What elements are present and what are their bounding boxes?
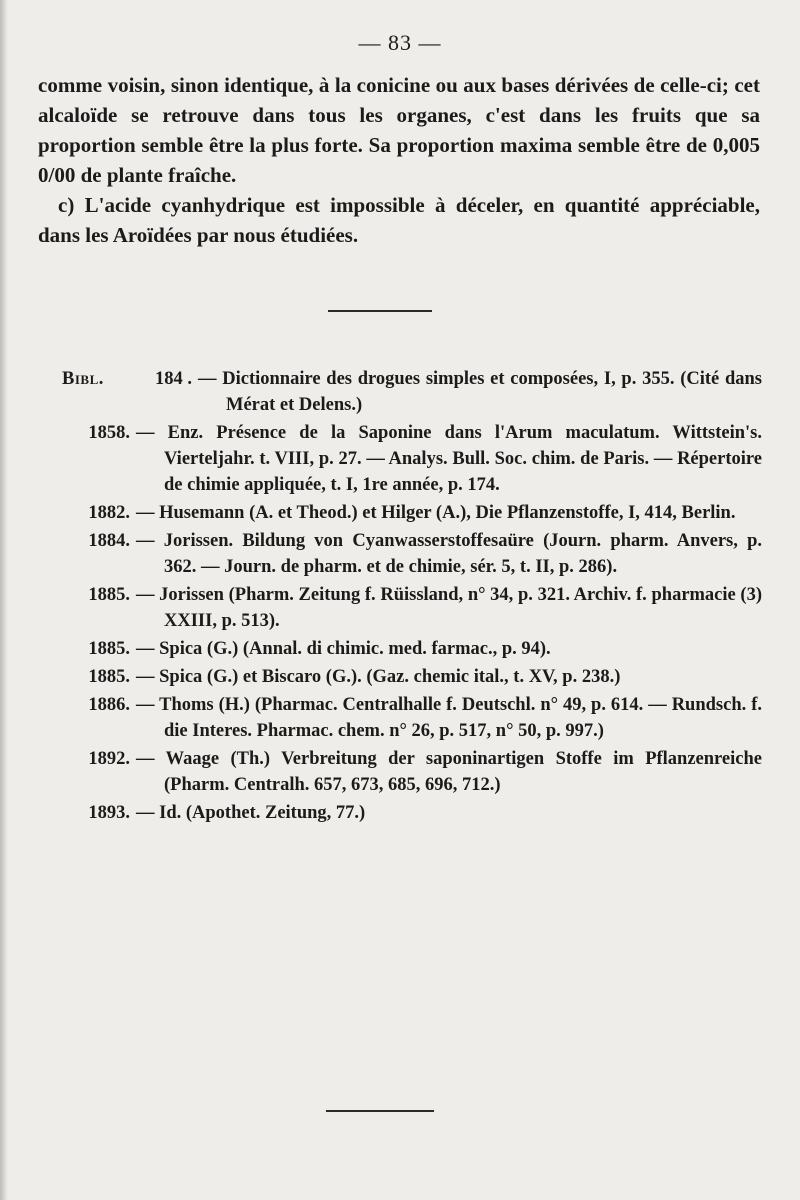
- section-divider: [328, 310, 432, 312]
- entry-text: — Enz. Présence de la Saponine dans l'Arum maculatum. Wittstein's. Vierteljahr. t. VIII, p. 27. — Analys. Bull. Soc. chim. de Paris. — Répertoire de chimie appliquée, t. I, 1re année, p. 174.: [136, 423, 762, 495]
- paragraph: comme voisin, sinon identique, à la conicine ou aux bases dérivées de celle-ci; cet alcaloïde se retrouve dans tous les organes, c'est dans les fruits que sa proportion semble être la plus forte. Sa proportion maxima semble être de 0,005 0/00 de plante fraîche.: [38, 73, 760, 187]
- bibliography-entry: [62, 420, 762, 498]
- entry-year: 1885.: [88, 585, 130, 605]
- entry-text: — Spica (G.) (Annal. di chimic. med. farmac., p. 94).: [136, 639, 551, 659]
- entry-year: 1882.: [88, 503, 130, 523]
- bibliography-entry: [62, 500, 762, 526]
- entry-year: 1858.: [88, 423, 130, 443]
- entry-text: — Thoms (H.) (Pharmac. Centralhalle f. Deutschl. n° 49, p. 614. — Rundsch. f. die Interes. Pharmac. chem. n° 26, p. 517, n° 50, p. 997.): [136, 695, 762, 741]
- bibliography-entry: [62, 582, 762, 634]
- entry-text: — Id. (Apothet. Zeitung, 77.): [136, 803, 366, 823]
- entry-text: — Dictionnaire des drogues simples et composées, I, p. 355. (Cité dans Mérat et Delens.): [198, 369, 762, 415]
- entry-text: — Jorissen. Bildung von Cyanwasserstoffesaüre (Journ. pharm. Anvers, p. 362. — Journ. de pharm. et de chimie, sér. 5, t. II, p. 286).: [136, 531, 762, 577]
- bibliography-entry: [62, 366, 762, 418]
- bibliography-entry: [62, 636, 762, 662]
- entry-year: 1893.: [88, 803, 130, 823]
- entry-year: 1885.: [88, 639, 130, 659]
- bibliography-label: Bibl.: [62, 369, 104, 389]
- entry-year: 1885.: [88, 667, 130, 687]
- entry-year: 1884.: [88, 531, 130, 551]
- bibliography-entry: [62, 528, 762, 580]
- page-gutter-shadow: [0, 0, 8, 1200]
- entry-text: — Spica (G.) et Biscaro (G.). (Gaz. chemic ital., t. XV, p. 238.): [136, 667, 621, 687]
- page-number: — 83 —: [358, 30, 442, 55]
- bibliography-entry: [62, 692, 762, 744]
- entry-year: 184 .: [155, 369, 192, 389]
- entry-text: — Waage (Th.) Verbreitung der saponinartigen Stoffe im Pflanzenreiche (Pharm. Centralh. 657, 673, 685, 696, 712.): [136, 749, 762, 795]
- body-text: [38, 70, 760, 250]
- entry-text: — Jorissen (Pharm. Zeitung f. Rüissland, n° 34, p. 321. Archiv. f. pharmacie (3) XXIII, p. 513).: [136, 585, 762, 631]
- bibliography-entry: [62, 664, 762, 690]
- entry-year: 1892.: [88, 749, 130, 769]
- bibliography: [62, 366, 762, 826]
- entry-year: 1886.: [88, 695, 130, 715]
- entry-text: — Husemann (A. et Theod.) et Hilger (A.), Die Pflanzenstoffe, I, 414, Berlin.: [136, 503, 736, 523]
- bibliography-entry: [62, 746, 762, 798]
- bibliography-entry: [62, 800, 762, 826]
- section-divider: [326, 1110, 434, 1112]
- paragraph: c) L'acide cyanhydrique est impossible à déceler, en quantité appréciable, dans les Aroïdées par nous étudiées.: [38, 193, 760, 247]
